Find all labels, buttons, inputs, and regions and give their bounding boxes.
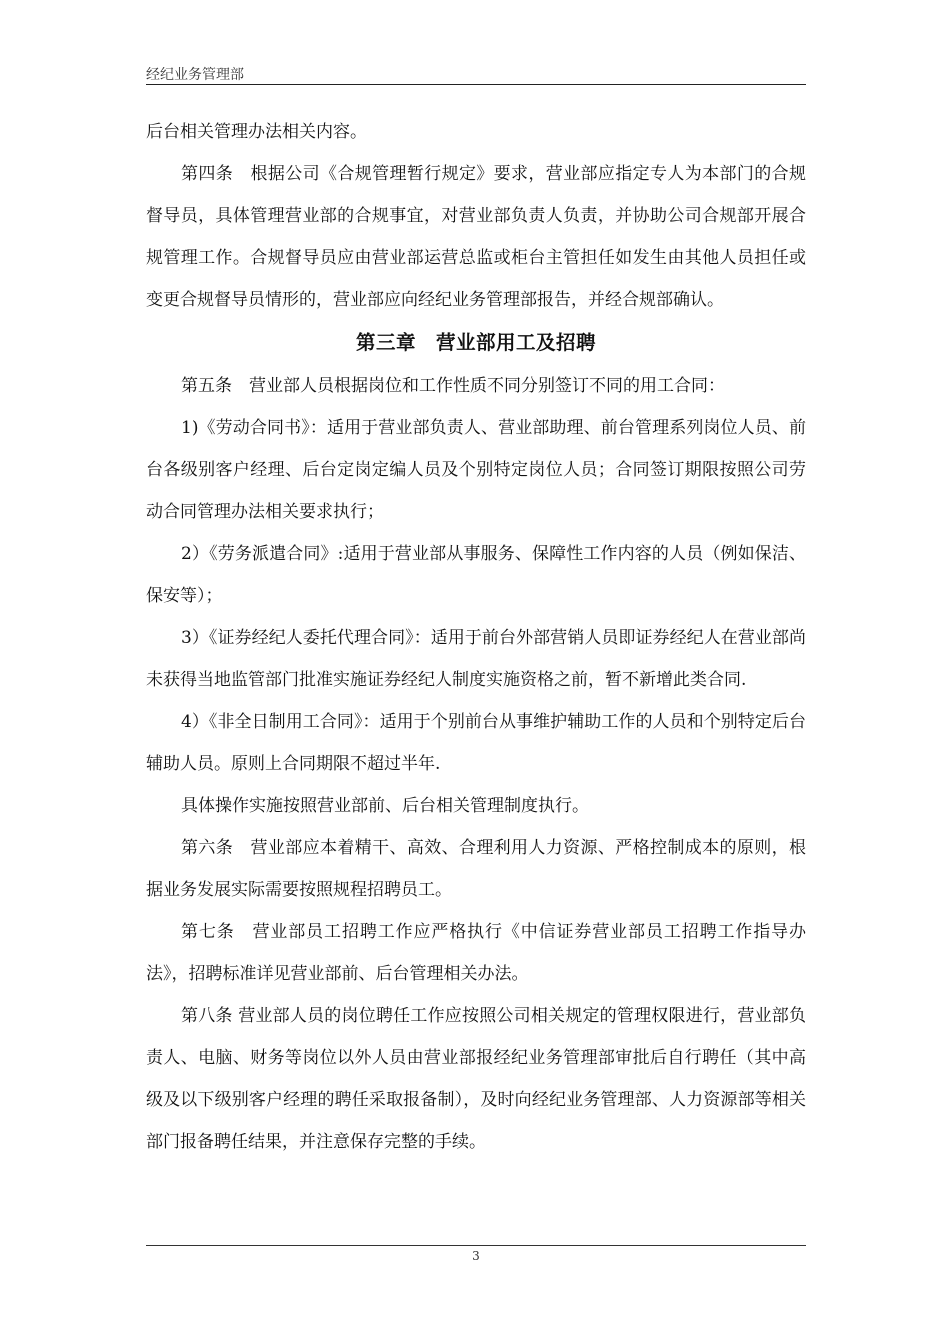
article-8: 第八条 营业部人员的岗位聘任工作应按照公司相关规定的管理权限进行，营业部负责人、电脑、财务等岗位以外人员由营业部报经纪业务管理部审批后自行聘任（其中高级及以下级别客户经理的聘任采取报备制），及时向经纪业务管理部、人力资源部等相关部门报备聘任结果，并注意保存完整的手续。 — [146, 1006, 806, 1152]
contract-type-3: 3）《证券经纪人委托代理合同》：适用于前台外部营销人员即证券经纪人在营业部尚未获得当地监管部门批准实施证券经纪人制度实施资格之前，暂不新增此类合同. — [146, 628, 806, 690]
document-body — [146, 111, 806, 1163]
page-header: 经纪业务管理部 — [146, 67, 244, 83]
footer-divider — [146, 1245, 806, 1246]
contract-type-1: 1)《劳动合同书》：适用于营业部负责人、营业部助理、前台管理系列岗位人员、前台各级别客户经理、后台定岗定编人员及个别特定岗位人员；合同签订期限按照公司劳动合同管理办法相关要求执行； — [146, 418, 806, 522]
page-number: 3 — [472, 1249, 480, 1263]
article-4: 第四条 根据公司《合规管理暂行规定》要求，营业部应指定专人为本部门的合规督导员，具体管理营业部的合规事宜，对营业部负责人负责，并协助公司合规部开展合规管理工作。合规督导员应由营业部运营总监或柜台主管担任如发生由其他人员担任或变更合规督导员情形的，营业部应向经纪业务管理部报告，并经合规部确认。 — [146, 164, 806, 310]
implementation-note: 具体操作实施按照营业部前、后台相关管理制度执行。 — [181, 796, 589, 816]
chapter-heading: 第三章 营业部用工及招聘 — [355, 331, 596, 354]
contract-type-2: 2）《劳务派遣合同》:适用于营业部从事服务、保障性工作内容的人员（例如保洁、保安等）； — [146, 544, 806, 606]
paragraph-continuation: 后台相关管理办法相关内容。 — [146, 122, 367, 142]
article-7: 第七条 营业部员工招聘工作应严格执行《中信证券营业部员工招聘工作指导办法》，招聘标准详见营业部前、后台管理相关办法。 — [146, 922, 806, 984]
header-divider — [146, 84, 806, 85]
article-5: 第五条 营业部人员根据岗位和工作性质不同分别签订不同的用工合同： — [181, 376, 725, 396]
contract-type-4: 4）《非全日制用工合同》：适用于个别前台从事维护辅助工作的人员和个别特定后台辅助人员。原则上合同期限不超过半年. — [146, 712, 806, 774]
article-6: 第六条 营业部应本着精干、高效、合理利用人力资源、严格控制成本的原则，根据业务发展实际需要按照规程招聘员工。 — [146, 838, 806, 900]
